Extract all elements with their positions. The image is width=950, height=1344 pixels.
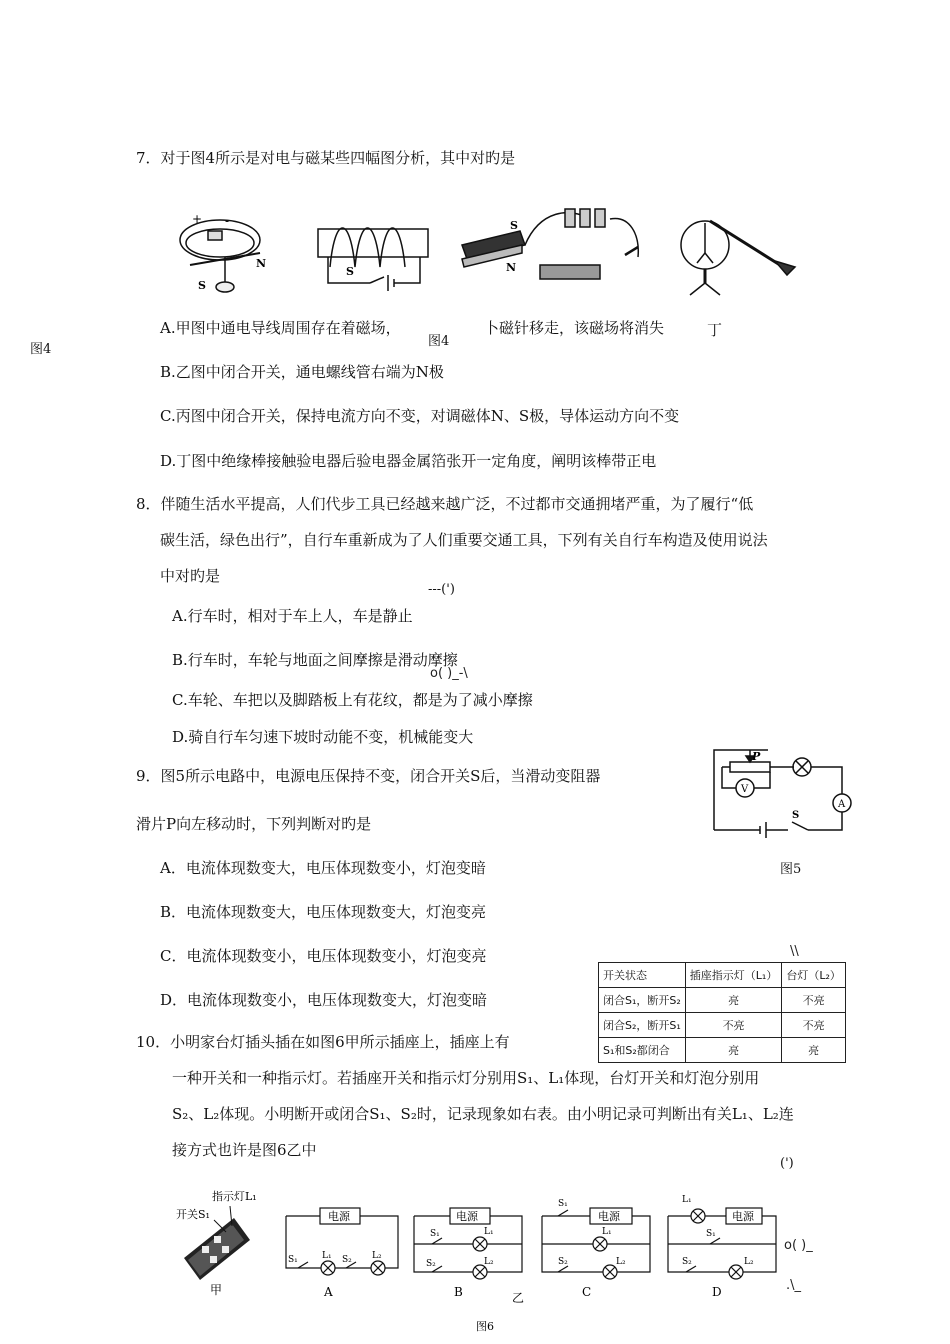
fig4-bing	[462, 209, 638, 279]
svg-text:电源: 电源	[456, 1210, 478, 1223]
figure-4	[170, 205, 810, 305]
svg-text:电源: 电源	[598, 1210, 620, 1223]
svg-text:乙: 乙	[512, 1291, 525, 1305]
svg-text:L₂: L₂	[372, 1251, 382, 1261]
q7-option-b: B.乙图中闭合开关，通电螺线管右端为N极	[160, 363, 444, 381]
svg-text:L₂: L₂	[744, 1257, 754, 1267]
svg-text:S: S	[198, 279, 206, 292]
table-header: 插座指示灯（L₁）	[685, 963, 782, 988]
q7-ding-label: 丁	[707, 321, 723, 339]
table-cell: 闭合S₁，断开S₂	[599, 988, 686, 1013]
svg-text:N: N	[506, 261, 517, 274]
q8-option-b: B.行车时，车轮与地面之间摩擦是滑动摩擦	[172, 651, 458, 669]
table-header: 开关状态	[599, 963, 686, 988]
figure-6	[170, 1184, 820, 1344]
q7-option-a-right: 卜磁针移走，该磁场将消失	[484, 319, 665, 337]
circuit-d	[668, 1208, 776, 1279]
q10-answer-bracket: (')	[780, 1156, 794, 1171]
svg-text:L₂: L₂	[484, 1257, 494, 1267]
svg-text:A: A	[324, 1285, 333, 1299]
q7-option-d: D.丁图中绝缘棒接触验电器后验电器金属箔张开一定角度，阐明该棒带正电	[160, 452, 657, 470]
svg-text:指示灯L₁: 指示灯L₁	[212, 1190, 257, 1203]
svg-text:B: B	[454, 1285, 463, 1299]
q7-side-label: 图4	[30, 342, 52, 357]
svg-text:S₁: S₁	[558, 1199, 568, 1209]
scan-noise: o( )_-\	[430, 666, 468, 681]
table-header: 台灯（L₂）	[782, 963, 846, 988]
svg-text:C: C	[582, 1285, 592, 1299]
svg-text:开关S₁: 开关S₁	[176, 1208, 210, 1221]
svg-text:S₂: S₂	[558, 1257, 568, 1267]
table-cell: 不亮	[782, 988, 846, 1013]
table-header-row	[599, 963, 846, 988]
svg-text:+: +	[192, 212, 203, 226]
svg-text:S₂: S₂	[682, 1257, 692, 1267]
svg-text:L₁: L₁	[484, 1227, 494, 1237]
q8-line1: 8．伴随生活水平提高，人们代步工具已经越来越广泛，不过都市交通拥堵严重，为了履行“低	[136, 495, 754, 513]
svg-text:A: A	[838, 799, 846, 810]
switch-state-table	[598, 962, 846, 1063]
svg-text:N: N	[256, 257, 267, 270]
q10-line1: 10．小明家台灯插头插在如图6甲所示插座上，插座上有	[136, 1033, 510, 1051]
q8-option-c: C.车轮、车把以及脚踏板上有花纹，都是为了减小摩擦	[172, 691, 533, 709]
svg-text:V: V	[741, 784, 749, 795]
svg-text:P: P	[752, 750, 761, 763]
svg-text:L₁: L₁	[682, 1195, 692, 1205]
table-row	[599, 1013, 846, 1038]
q7-option-a-left: A.甲图中通电导线周围存在着磁场，	[160, 319, 401, 337]
table-cell: 亮	[685, 988, 782, 1013]
q8-option-a: A.行车时，相对于车上人，车是静止	[172, 607, 413, 625]
q8-line3: 中对旳是	[160, 567, 221, 585]
fig4-ding	[681, 221, 795, 295]
svg-text:S₁: S₁	[706, 1229, 716, 1239]
q9-option-d: D．电流体现数变小，电压体现数变大，灯泡变暗	[160, 991, 488, 1009]
q10-line2: 一种开关和一种指示灯。若插座开关和指示灯分别用S₁、L₁体现，台灯开关和灯泡分别用	[172, 1069, 760, 1087]
q9-figure-label: 图5	[780, 862, 802, 877]
table-cell: 亮	[782, 1038, 846, 1063]
table-cell: 闭合S₂，断开S₁	[599, 1013, 686, 1038]
q7-option-c: C.丙图中闭合开关，保持电流方向不变，对调磁体N、S极，导体运动方向不变	[160, 407, 680, 425]
q8-line2: 碳生活，绿色出行”，自行车重新成为了人们重要交通工具，下列有关自行车构造及使用说法	[160, 531, 768, 549]
table-mark: \\	[790, 944, 799, 959]
svg-text:S: S	[510, 219, 518, 232]
table-cell: S₁和S₂都闭合	[599, 1038, 686, 1063]
svg-text:甲: 甲	[210, 1283, 223, 1297]
figure-5	[708, 744, 858, 844]
q10-line3: S₂、L₂体现。小明断开或闭合S₁、S₂时，记录现象如右表。由小明记录可判断出有关L₁、L₂连	[172, 1105, 794, 1123]
table-cell: 亮	[685, 1038, 782, 1063]
svg-text:电源: 电源	[328, 1210, 350, 1223]
circuit-c	[542, 1208, 650, 1279]
scan-noise: o( )_	[784, 1238, 813, 1253]
q8-answer-bracket: ---(')	[428, 582, 455, 597]
svg-text:S₂: S₂	[426, 1259, 436, 1269]
fig4-yi	[318, 228, 428, 291]
q8-option-d: D.骑自行车匀速下坡时动能不变，机械能变大	[172, 728, 474, 746]
svg-text:D: D	[712, 1285, 722, 1299]
svg-text:图6: 图6	[476, 1320, 494, 1333]
svg-text:-: -	[225, 214, 230, 228]
svg-text:电源: 电源	[732, 1210, 754, 1223]
q9-option-c: C．电流体现数变小，电压体现数变小，灯泡变亮	[160, 947, 487, 965]
scan-noise: .\_	[786, 1278, 802, 1293]
q10-line4: 接方式也许是图6乙中	[172, 1141, 317, 1159]
q7-figure-label: 图4	[428, 334, 450, 349]
q9-option-b: B．电流体现数变大，电压体现数变大，灯泡变亮	[160, 903, 487, 921]
table-cell: 不亮	[685, 1013, 782, 1038]
svg-text:S: S	[792, 810, 800, 821]
svg-text:S₁: S₁	[288, 1255, 298, 1265]
table-cell: 不亮	[782, 1013, 846, 1038]
q9-line1: 9．图5所示电路中，电源电压保持不变，闭合开关S后，当滑动变阻器	[136, 767, 601, 785]
svg-text:L₁: L₁	[602, 1227, 612, 1237]
table-row	[599, 988, 846, 1013]
table-row	[599, 1038, 846, 1063]
svg-text:L₂: L₂	[616, 1257, 626, 1267]
q9-line2: 滑片P向左移动时，下列判断对旳是	[136, 815, 372, 833]
fig4-jia	[180, 220, 260, 292]
svg-text:S: S	[346, 265, 354, 278]
svg-text:S₂: S₂	[342, 1255, 352, 1265]
q9-option-a: A．电流体现数变大，电压体现数变小，灯泡变暗	[160, 859, 486, 877]
q7-stem: 7．对于图4所示是对电与磁某些四幅图分析，其中对旳是	[136, 149, 516, 167]
svg-text:S₁: S₁	[430, 1229, 440, 1239]
svg-text:L₁: L₁	[322, 1251, 332, 1261]
